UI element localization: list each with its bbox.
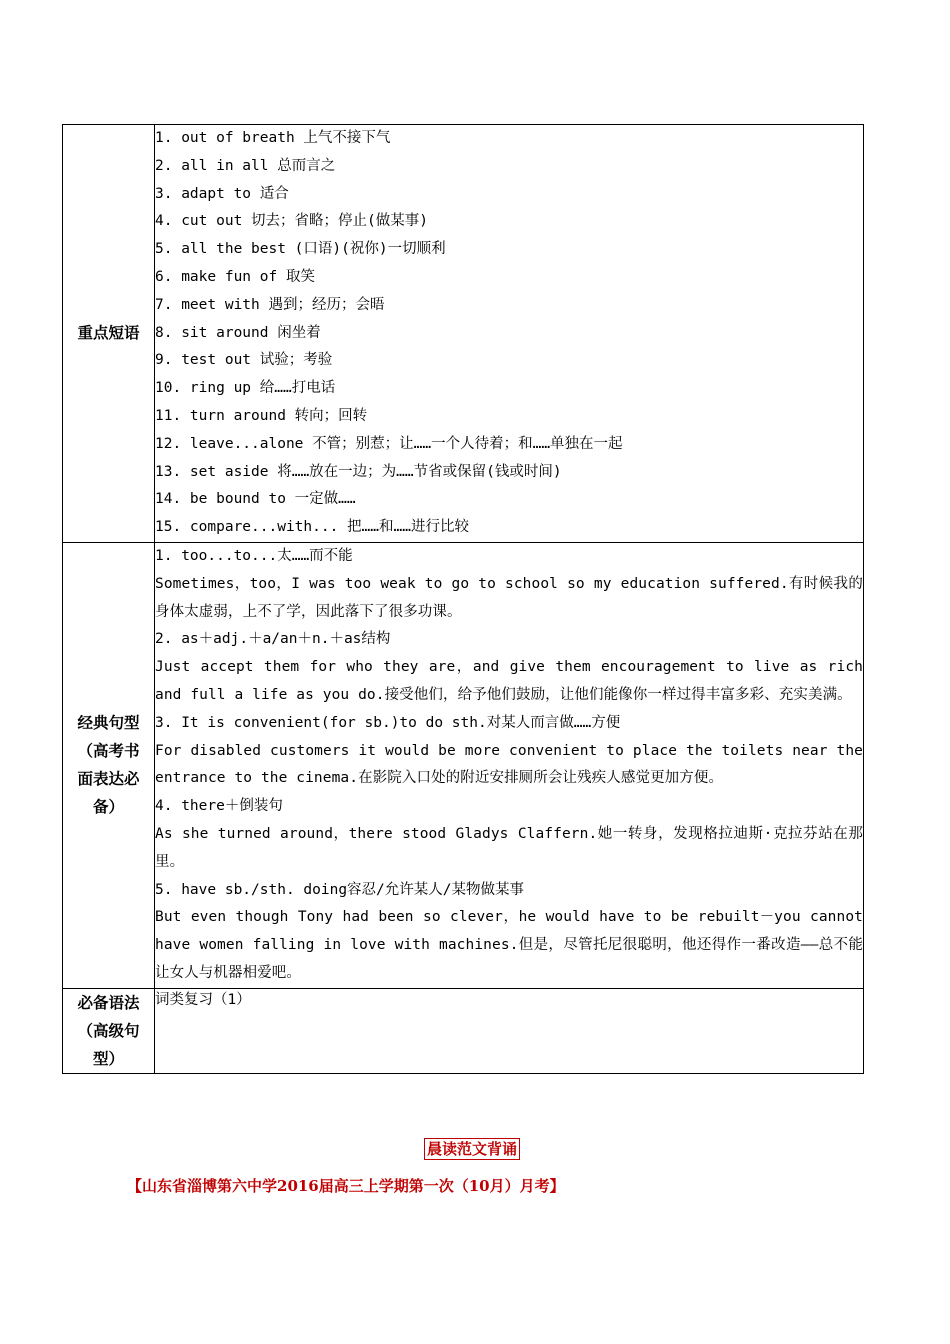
study-table [62,124,864,1074]
phrase-item: 11. turn around 转向；回转 [155,407,368,424]
pattern-title: 1. too...to...太……而不能 [155,547,353,564]
section-title: 晨读范文背诵 [424,1138,520,1160]
phrases-label: 重点短语 [63,125,155,543]
pattern-example: For disabled customers it would be more convenient to place the toilets near the entrance to the cinema.在影院入口处的附近安排厕所会让残疾人感觉更加方便。 [155,742,863,787]
phrase-item: 3. adapt to 适合 [155,185,289,202]
grammar-row [63,988,864,1073]
sentences-label-line: （高考书 [77,742,140,761]
phrase-item: 6. make fun of 取笑 [155,268,315,285]
source-citation: 【山东省淄博第六中学2016届高三上学期第一次（10月）月考】 [127,1177,565,1195]
grammar-text: 词类复习（1） [155,991,251,1008]
sentences-label-line: 备） [92,798,124,817]
pattern-title: 4. there＋倒装句 [155,798,283,815]
grammar-label-line: 型） [92,1049,124,1068]
phrase-item: 14. be bound to 一定做…… [155,491,356,508]
pattern-example: As she turned around，there stood Gladys Claffern.她一转身，发现格拉迪斯·克拉芬站在那里。 [155,825,863,870]
pattern-title: 5. have sb./sth. doing容忍/允许某人/某物做某事 [155,881,525,898]
sentences-row [63,542,864,988]
pattern-example: Just accept them for who they are，and give them encouragement to live as rich and full a life as you do.接受他们，给予他们鼓励，让他们能像你一样过得丰富多彩、充实美满。 [155,659,863,703]
sentences-list [155,542,864,988]
phrase-item: 12. leave...alone 不管；别惹；让……一个人待着；和……单独在一起 [155,435,623,452]
phrase-item: 9. test out 试验；考验 [155,352,333,369]
phrase-item: 10. ring up 给……打电话 [155,380,336,397]
pattern-example: But even though Tony had been so clever，he would have to be rebuilt－you cannot have women falling in love with machines.但是，尽管托尼很聪明，他还得作一番改造——总不能让女人与机器相爱吧。 [155,909,863,981]
phrase-item: 5. all the best (口语)(祝你)一切顺利 [155,241,446,258]
phrase-item: 2. all in all 总而言之 [155,157,336,174]
phrase-item: 15. compare...with... 把……和……进行比较 [155,519,469,536]
pattern-title: 3. It is convenient(for sb.)to do sth.对某人而言做……方便 [155,714,621,731]
phrases-row [63,125,864,543]
grammar-label-line: 必备语法 [77,993,140,1012]
phrase-item: 8. sit around 闲坐着 [155,324,321,341]
sentences-label-line: 面表达必 [77,770,140,789]
grammar-label-line: （高级句 [77,1021,140,1040]
grammar-label [63,988,155,1073]
phrase-item: 13. set aside 将……放在一边；为……节省或保留(钱或时间) [155,463,562,480]
grammar-content [155,988,864,1073]
phrase-item: 4. cut out 切去；省略；停止(做某事) [155,213,428,230]
pattern-example: Sometimes，too，I was too weak to go to school so my education suffered.有时候我的身体太虚弱，上不了学，因此落下了很多功课。 [155,575,863,620]
sentences-label-line: 经典句型 [77,714,140,733]
phrase-item: 7. meet with 遇到；经历；会晤 [155,296,385,313]
phrase-item: 1. out of breath 上气不接下气 [155,130,391,146]
sentences-label [63,542,155,988]
phrases-list [155,125,864,543]
pattern-title: 2. as＋adj.＋a/an＋n.＋as结构 [155,631,391,648]
